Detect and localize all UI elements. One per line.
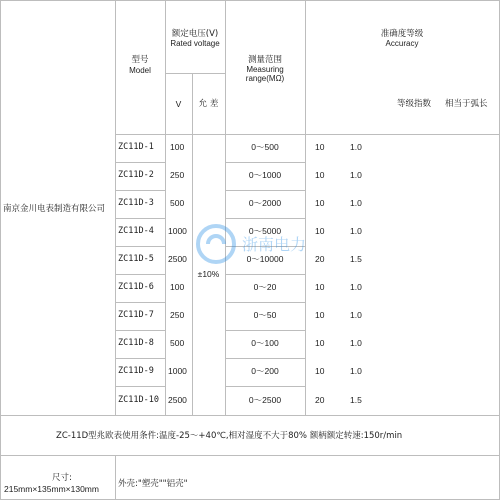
rule [225, 330, 305, 331]
watermark-text: 浙南电力 [242, 235, 307, 254]
row-voltage: 1000 [168, 226, 187, 236]
row-range: 0～2000 [248, 198, 282, 208]
rule [115, 162, 165, 163]
row-arc: 1.0 [350, 338, 362, 348]
rule [225, 190, 305, 191]
row-class: 10 [315, 170, 325, 180]
header-voltage-unit: V [175, 99, 182, 109]
row-range: 0～5000 [248, 226, 282, 236]
row-arc: 1.5 [350, 395, 362, 405]
rule [192, 73, 193, 415]
row-model: ZC11D-7 [118, 310, 154, 320]
size-value: 215mm×135mm×130mm [4, 484, 99, 494]
row-class: 10 [315, 226, 325, 236]
row-voltage: 100 [170, 282, 185, 292]
tolerance-value: ±10% [197, 269, 220, 279]
row-class: 20 [315, 254, 325, 264]
rule [115, 218, 165, 219]
row-voltage: 500 [170, 198, 185, 208]
row-voltage: 250 [170, 170, 185, 180]
shell-label: 外壳:"塑壳""铝壳" [118, 479, 188, 489]
row-arc: 1.0 [350, 282, 362, 292]
row-class: 10 [315, 338, 325, 348]
row-model: ZC11D-4 [118, 226, 154, 236]
company-name: 南京金川电表制造有限公司 [3, 204, 106, 214]
rule [225, 302, 305, 303]
row-range: 0～200 [251, 366, 279, 376]
header-rated-voltage-cn: 额定电压(V) [171, 29, 219, 39]
row-class: 20 [315, 395, 325, 405]
row-range: 0～1000 [248, 170, 282, 180]
header-rated-voltage-en: Rated voltage [170, 39, 220, 48]
header-tolerance: 允 差 [198, 99, 219, 109]
row-arc: 1.0 [350, 226, 362, 236]
row-model: ZC11D-1 [118, 142, 154, 152]
rule [115, 274, 165, 275]
rule [0, 455, 500, 456]
row-model: ZC11D-8 [118, 338, 154, 348]
rule [0, 415, 500, 416]
rule [115, 330, 165, 331]
rule [115, 190, 165, 191]
row-voltage: 2500 [168, 254, 187, 264]
rule [115, 358, 165, 359]
rule [225, 358, 305, 359]
rule [115, 455, 116, 500]
row-model: ZC11D-3 [118, 198, 154, 208]
row-voltage: 250 [170, 310, 185, 320]
table-border-left [0, 0, 1, 500]
row-model: ZC11D-10 [118, 395, 159, 405]
row-voltage: 1000 [168, 366, 187, 376]
row-range: 0～10000 [246, 254, 284, 264]
header-accuracy-en: Accuracy [385, 39, 419, 48]
row-voltage: 500 [170, 338, 185, 348]
row-range: 0～50 [253, 310, 277, 320]
row-class: 10 [315, 198, 325, 208]
watermark-emblem-icon [196, 222, 346, 266]
size-label: 尺寸: [52, 473, 72, 483]
row-arc: 1.0 [350, 198, 362, 208]
header-accuracy-cn: 准确度等级 [380, 29, 424, 39]
header-measuring-range-en1: Measuring [246, 65, 284, 74]
row-range: 0～500 [251, 142, 279, 152]
rule [115, 246, 165, 247]
rule [225, 218, 305, 219]
row-arc: 1.0 [350, 366, 362, 376]
usage-conditions: ZC-11D型兆欧表使用条件:温度-25～+40℃,相对湿度不大于80% 额柄额定转速:150r/min [56, 431, 403, 441]
header-accuracy-class: 等级指数 [397, 99, 432, 109]
table-border-top [0, 0, 500, 1]
rule [115, 302, 165, 303]
row-model: ZC11D-6 [118, 282, 154, 292]
row-arc: 1.0 [350, 170, 362, 180]
rule [115, 386, 165, 387]
row-class: 10 [315, 366, 325, 376]
header-model-en: Model [129, 66, 151, 75]
header-measuring-range-en2: range(MΩ) [245, 74, 285, 83]
row-model: ZC11D-2 [118, 170, 154, 180]
row-model: ZC11D-5 [118, 254, 154, 264]
row-arc: 1.0 [350, 310, 362, 320]
row-class: 10 [315, 310, 325, 320]
header-model-cn: 型号 [131, 55, 149, 65]
rule [165, 73, 225, 74]
rule [225, 386, 305, 387]
header-measuring-range-cn: 测量范围 [247, 55, 282, 65]
row-arc: 1.5 [350, 254, 362, 264]
row-range: 0～20 [253, 282, 277, 292]
rule [225, 162, 305, 163]
row-range: 0～2500 [248, 395, 282, 405]
rule [115, 134, 500, 135]
row-voltage: 100 [170, 142, 185, 152]
rule [225, 274, 305, 275]
row-range: 0～100 [251, 338, 279, 348]
watermark-logo [196, 222, 346, 266]
row-class: 10 [315, 142, 325, 152]
rule [305, 0, 306, 415]
row-voltage: 2500 [168, 395, 187, 405]
row-arc: 1.0 [350, 142, 362, 152]
row-model: ZC11D-9 [118, 366, 154, 376]
header-equivalent-arc: 相当于弧长 [445, 99, 488, 109]
rule [165, 0, 166, 415]
row-class: 10 [315, 282, 325, 292]
